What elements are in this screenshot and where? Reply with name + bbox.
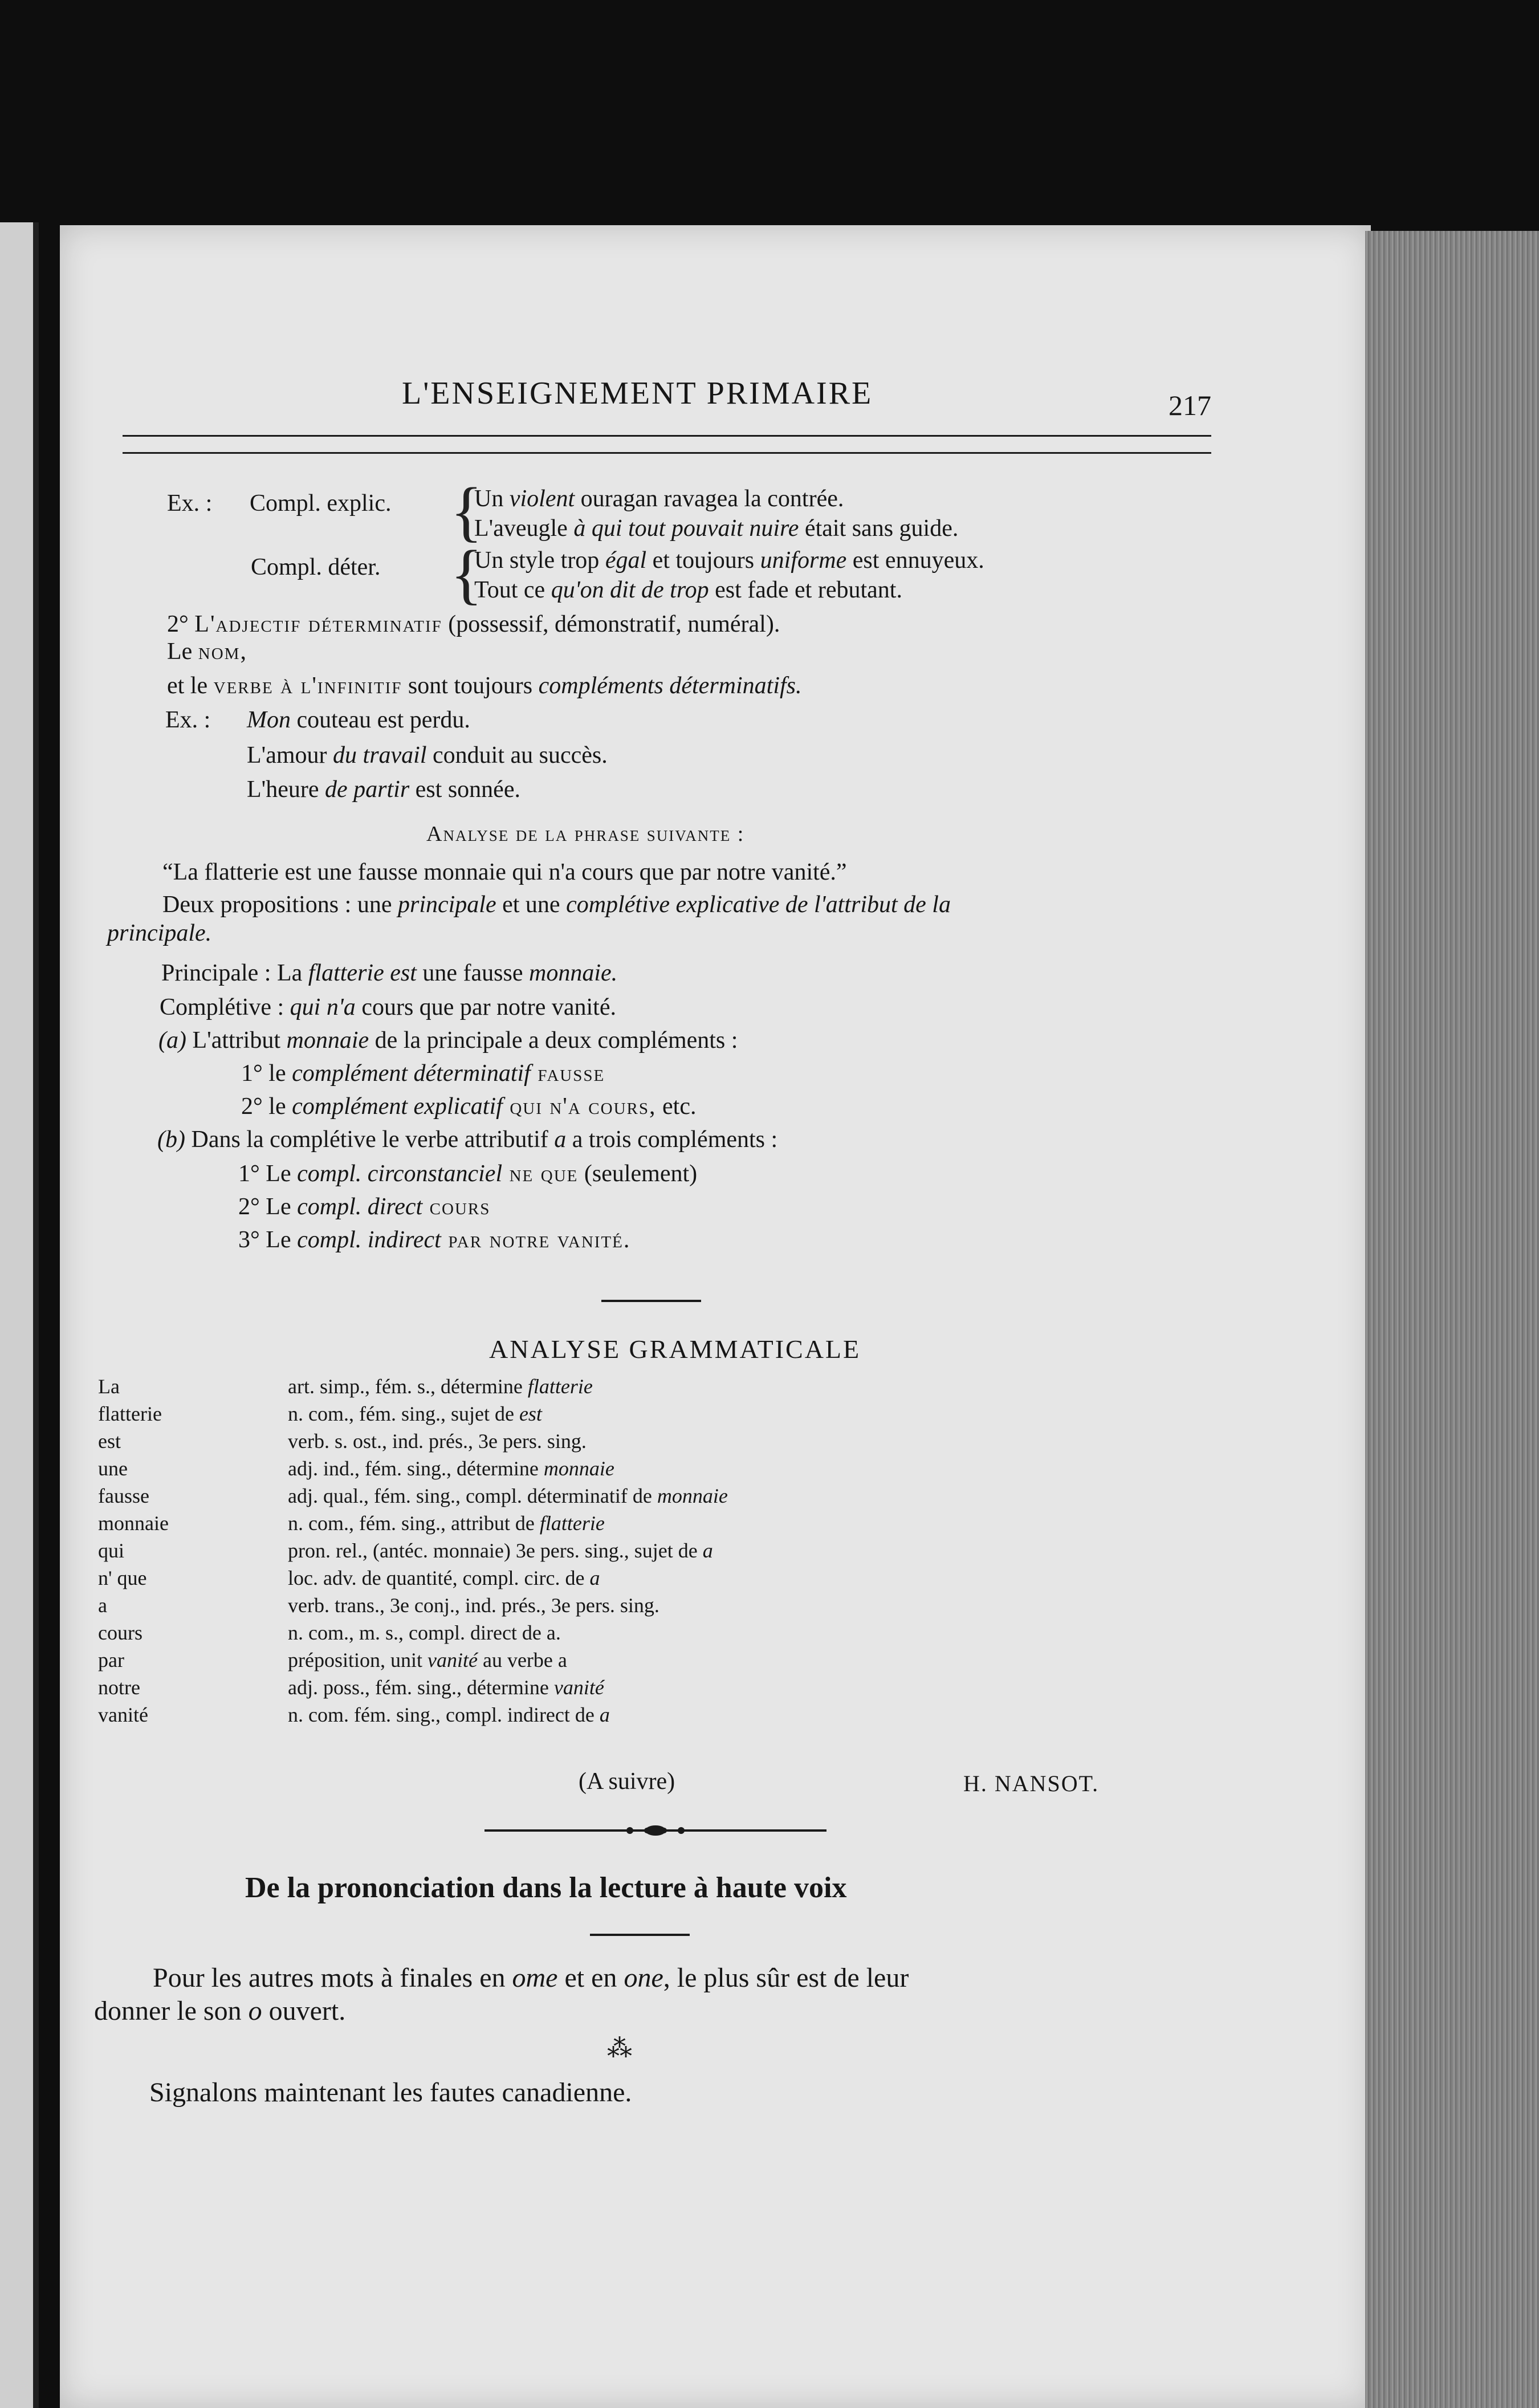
rule2-example-2: L'amour du travail conduit au succès. xyxy=(247,742,608,768)
word: a xyxy=(98,1594,107,1617)
rule2-line: 2° L'adjectif déterminatif (possessif, démonstratif, numéral). xyxy=(167,611,780,637)
analyse-grammaticale-heading: ANALYSE GRAMMATICALE xyxy=(489,1335,861,1364)
explic-line-1: Un violent ouragan ravagea la contrée. xyxy=(474,486,844,512)
article-title-rule xyxy=(590,1934,690,1936)
compl-explic-label: Compl. explic. xyxy=(250,490,392,516)
deter-line-1: Un style trop égal et toujours uniforme est ennuyeux. xyxy=(474,547,984,573)
article-para-1-line-2: donner le son o ouvert. xyxy=(94,1996,346,2026)
principale-line: Principale : La flatterie est une fausse monnaie. xyxy=(161,960,618,986)
explic-line-2: L'aveugle à qui tout pouvait nuire était sans guide. xyxy=(474,515,959,542)
brace-explic: { xyxy=(450,474,483,548)
word: La xyxy=(98,1375,120,1398)
word: cours xyxy=(98,1621,142,1644)
running-header: L'ENSEIGNEMENT PRIMAIRE xyxy=(402,376,873,411)
completive-line: Complétive : qui n'a cours que par notre vanité. xyxy=(160,994,616,1020)
header-rule-bottom xyxy=(123,452,1211,454)
rule2-ex-label: Ex. : xyxy=(165,707,211,733)
analysis-line: verb. s. ost., ind. prés., 3e pers. sing. xyxy=(288,1430,587,1453)
quoted-sentence: “La flatterie est une fausse monnaie qui n'a cours que par notre vanité.” xyxy=(162,859,847,885)
analysis-column xyxy=(288,1373,728,1728)
le-nom-line: Le nom, xyxy=(167,638,247,665)
page-number: 217 xyxy=(1168,389,1211,421)
analysis-line: verb. trans., 3e conj., ind. prés., 3e pers. sing. xyxy=(288,1594,659,1617)
word: fausse xyxy=(98,1484,149,1507)
word-column xyxy=(98,1373,169,1728)
analysis-line: art. simp., fém. s., détermine flatterie xyxy=(288,1375,593,1398)
point-b-line: (b) Dans la complétive le verbe attributif a a trois compléments : xyxy=(157,1126,778,1153)
word: par xyxy=(98,1649,124,1671)
analysis-line: n. com., m. s., compl. direct de a. xyxy=(288,1621,561,1644)
page-block-edges xyxy=(1365,231,1539,2408)
analysis-line: adj. qual., fém. sing., compl. déterminatif de monnaie xyxy=(288,1484,728,1507)
analyse-phrase-heading: Analyse de la phrase suivante : xyxy=(426,822,745,846)
word: n' que xyxy=(98,1567,147,1589)
analysis-line: pron. rel., (antéc. monnaie) 3e pers. sing., sujet de a xyxy=(288,1539,713,1562)
point-a-2: 2° le complément explicatif qui n'a cours, etc. xyxy=(241,1093,697,1120)
analysis-line: adj. ind., fém. sing., détermine monnaie xyxy=(288,1457,614,1480)
point-a-1: 1° le complément déterminatif fausse xyxy=(241,1060,605,1087)
a-suivre: (A suivre) xyxy=(579,1768,675,1795)
ex-label: Ex. : xyxy=(167,490,213,516)
asterism: ⁂ xyxy=(607,2035,632,2063)
word: flatterie xyxy=(98,1402,162,1425)
deux-propositions-line: Deux propositions : une principale et une complétive explicative de l'attribut de la xyxy=(162,892,951,918)
analysis-line: adj. poss., fém. sing., détermine vanité xyxy=(288,1676,604,1699)
verbe-infinitif-line: et le verbe à l'infinitif sont toujours compléments déterminatifs. xyxy=(167,673,802,699)
ornament-divider xyxy=(484,1819,826,1842)
point-a-line: (a) L'attribut monnaie de la principale a deux compléments : xyxy=(158,1027,738,1054)
article-para-1-line-1: Pour les autres mots à finales en ome et en one, le plus sûr est de leur xyxy=(153,1963,909,1993)
word: vanité xyxy=(98,1703,148,1726)
deter-line-2: Tout ce qu'on dit de trop est fade et rebutant. xyxy=(474,577,902,603)
analysis-line: n. com., fém. sing., sujet de est xyxy=(288,1402,542,1425)
article-title: De la prononciation dans la lecture à haute voix xyxy=(245,1872,847,1904)
word: une xyxy=(98,1457,128,1480)
point-b-3: 3° Le compl. indirect par notre vanité. xyxy=(238,1227,631,1253)
section-divider xyxy=(601,1300,701,1302)
point-b-2: 2° Le compl. direct cours xyxy=(238,1194,491,1220)
brace-deter: { xyxy=(450,536,483,611)
article-para-2: Signalons maintenant les fautes canadienne. xyxy=(149,2077,632,2108)
word: qui xyxy=(98,1539,125,1562)
word: est xyxy=(98,1430,121,1453)
analysis-line: préposition, unit vanité au verbe a xyxy=(288,1649,567,1671)
word: notre xyxy=(98,1676,140,1699)
rule2-example-1: Mon couteau est perdu. xyxy=(247,707,470,733)
deux-propositions-continued: principale. xyxy=(107,920,212,946)
word: monnaie xyxy=(98,1512,169,1535)
rule2-example-3: L'heure de partir est sonnée. xyxy=(247,776,520,803)
header-rule-top xyxy=(123,435,1211,437)
analysis-line: n. com. fém. sing., compl. indirect de a xyxy=(288,1703,610,1726)
author-signature: H. NANSOT. xyxy=(963,1771,1100,1796)
analysis-line: loc. adv. de quantité, compl. circ. de a xyxy=(288,1567,600,1589)
compl-deter-label: Compl. déter. xyxy=(251,554,381,580)
point-b-1: 1° Le compl. circonstanciel ne que (seulement) xyxy=(238,1161,698,1187)
left-page-edge xyxy=(0,222,39,2408)
analysis-line: n. com., fém. sing., attribut de flatterie xyxy=(288,1512,605,1535)
